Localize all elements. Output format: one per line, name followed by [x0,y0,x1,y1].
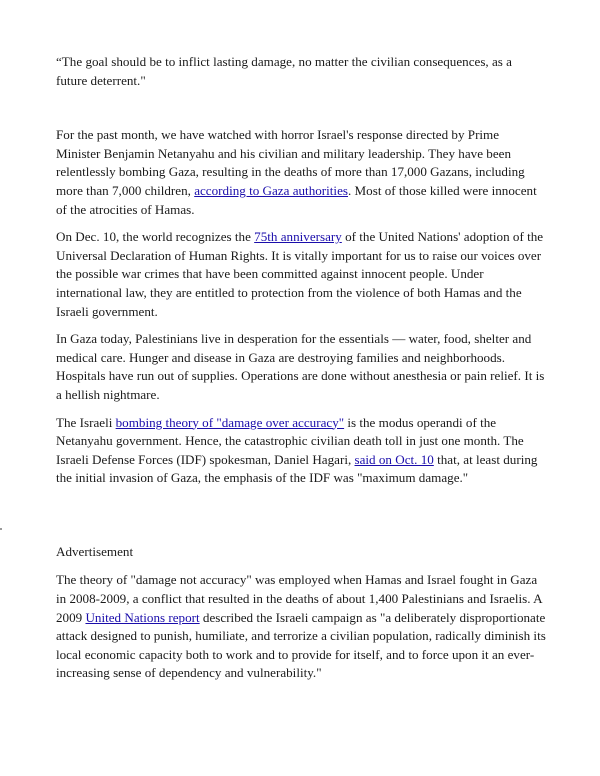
article-body [56,53,546,683]
text-span: . Most of those killed were innocent of the atrocities of Hamas. [56,182,537,217]
paragraph-desperation: In Gaza today, Palestinians live in desperation for the essentials — water, food, shelter and medical care. Hunger and disease in Gaza are destroying families and neighborhoods. Hospitals have run out of supplies. Operations are done without anesthesia or pain relief. It is a hellish nightmare. [56,331,545,402]
text-span: described the Israeli campaign as "a deliberately disproportionate attack designed to punish, humiliate, and terrorize a civilian population, radically diminish its local economic capacity both to work and to provide for itself, and to force upon it an ever-increasing sense of dependency and vulnerability." [56,609,546,681]
paragraph-damage-theory [56,414,546,488]
link-75th-anniversary[interactable]: 75th anniversary [254,229,342,245]
text-span: On Dec. 10, the world recognizes the [56,229,255,245]
text-span: that, at least during the initial invasion of Gaza, the emphasis of the IDF was "maximum damage." [56,451,538,486]
text-span: is the modus operandi of the Netanyahu government. Hence, the catastrophic civilian death toll in just one month. The Israeli Defense Forces (IDF) spokesman, Daniel Hagari, [56,414,524,467]
link-said-on-oct-10[interactable]: said on Oct. 10 [354,451,434,467]
paragraph-bombing-gaza [56,126,546,219]
paragraph-un-report [56,571,546,683]
paragraph-human-rights [56,228,546,321]
advertisement-label: Advertisement [56,543,134,559]
quote-paragraph: “The goal should be to inflict lasting damage, no matter the civilian consequences, as a future deterrent." [56,54,512,88]
link-gaza-authorities[interactable]: according to Gaza authorities [194,182,348,198]
text-span: of the United Nations' adoption of the Universal Declaration of Human Rights. It is vitally important for us to raise our voices over the possible war crimes that have been committed against innocent people. Under international law, they are entitled to protection from the violence of both Hamas and the Israeli government. [56,229,544,319]
text-span: The theory of "damage not accuracy" was employed when Hamas and Israel fought in Gaza in 2008-2009, a conflict that resulted in the deaths of about 1,400 Palestinians and Israelis. A 2009 [56,572,542,625]
text-span: The Israeli [56,414,116,430]
link-bombing-theory[interactable]: bombing theory of "damage over accuracy" [115,414,345,430]
text-span: For the past month, we have watched with horror Israel's response directed by Prime Minister Benjamin Netanyahu and his civilian and military leadership. They have been relentlessly bombing Gaza, resulting in the deaths of more than 17,000 Gazans, including more than 7,000 children, [56,127,525,198]
link-united-nations-report[interactable]: United Nations report [85,609,200,625]
stray-dot [0,528,2,530]
